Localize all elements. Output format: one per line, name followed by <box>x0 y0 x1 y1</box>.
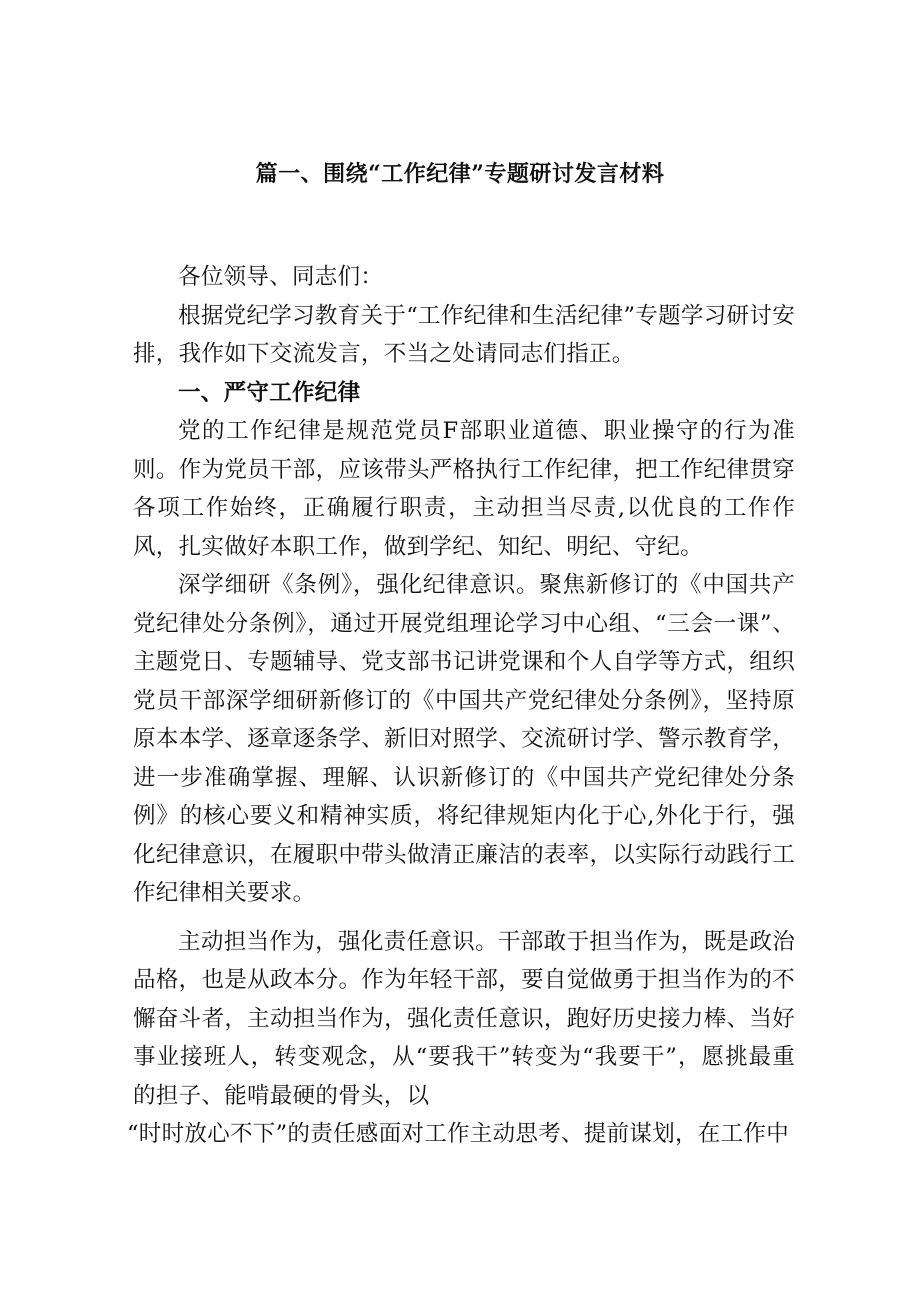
section-heading: 一、严守工作纪律 <box>178 379 361 406</box>
paragraph-responsibility-continued: “时时放心不下”的责任感面对工作主动思考、提前谋划，在工作中 <box>127 1121 790 1147</box>
intro-paragraph: 根据党纪学习教育关于“工作纪律和生活纪律”专题学习研讨安排，我作如下交流发言，不当之处请同志们指正。 <box>133 302 795 367</box>
paragraph-study-regulations: 深学细研《条例》，强化纪律意识。聚焦新修订的《中国共产党纪律处分条例》，通过开展党组理论学习中心组、“三会一课”、主题党日、专题辅导、党支部书记讲党课和个人自学等方式，组织党员干部深学细研新修订的《中国共产党纪律处分条例》，坚持原原本本学、逐章逐条学、新旧对照学、交流研讨学、警示教育学，进一步准确掌握、理解、认识新修订的《中国共产党纪律处分条例》的核心要义和精神实质，将纪律规矩内化于心,外化于行，强化纪律意识，在履职中带头做清正廉洁的表率，以实际行动践行工作纪律相关要求。 <box>133 572 795 906</box>
paragraph-discipline: 党的工作纪律是规范党员F部职业道德、职业操守的行为准则。作为党员干部，应该带头严格执行工作纪律，把工作纪律贯穿各项工作始终，正确履行职责，主动担当尽责,以优良的工作作风，扎实做好本职工作，做到学纪、知纪、明纪、守纪。 <box>133 418 795 560</box>
greeting: 各位领导、同志们： <box>178 264 384 290</box>
document-body <box>127 258 795 1154</box>
document-title: 篇一、围绕“工作纪律”专题研讨发言材料 <box>255 161 665 187</box>
paragraph-responsibility: 主动担当作为，强化责任意识。干部敢于担当作为，既是政治品格，也是从政本分。作为年轻干部，要自觉做勇于担当作为的不懈奋斗者，主动担当作为，强化责任意识，跑好历史接力棒、当好事业接班人，转变观念，从“要我干”转变为“我要干”，愿挑最重的担子、能啃最硬的骨头，以 <box>133 928 795 1109</box>
